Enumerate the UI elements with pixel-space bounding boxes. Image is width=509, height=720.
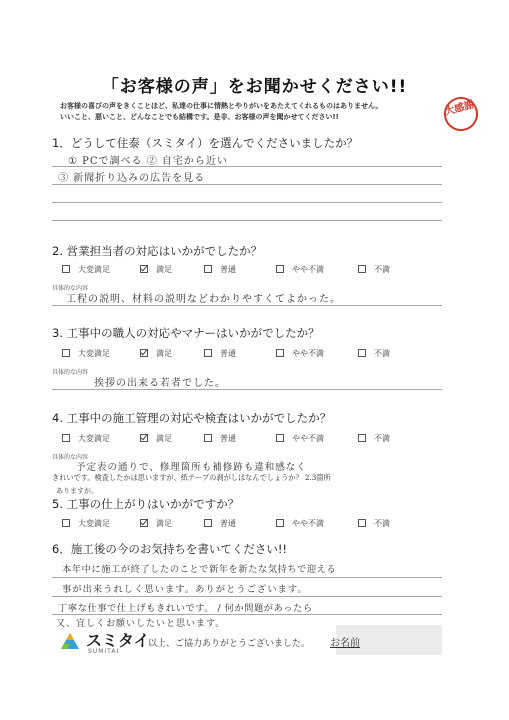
q1-line-4 xyxy=(52,220,442,221)
logo-sub: SUMITAI xyxy=(88,648,120,655)
question-6: 6．施工後の今のお気持ちを書いてください!! xyxy=(52,542,288,556)
checkbox[interactable] xyxy=(204,349,212,357)
q4-option-very-satisfied[interactable]: 大変満足 xyxy=(62,433,110,444)
q5-option-neutral[interactable]: 普通 xyxy=(204,518,236,529)
q3-option-dissatisfied[interactable]: 不満 xyxy=(358,348,390,359)
checkbox-checked[interactable] xyxy=(140,349,148,357)
q1-line-1 xyxy=(52,166,442,167)
question-5: 5. 工事の仕上がりはいかがですか？ xyxy=(52,497,240,511)
q2-option-neutral[interactable]: 普通 xyxy=(204,264,236,275)
q4-answer-line-1: 予定表の通りで、修理箇所も補修跡も違和感なく xyxy=(76,462,307,473)
checkbox-checked[interactable] xyxy=(140,434,148,442)
checkbox[interactable] xyxy=(358,265,366,273)
checkbox[interactable] xyxy=(358,519,366,527)
q3-specific-label: 具体的な内容 xyxy=(52,369,89,376)
checkbox-checked[interactable] xyxy=(140,519,148,527)
checkbox[interactable] xyxy=(204,519,212,527)
q2-option-very-satisfied[interactable]: 大変満足 xyxy=(62,264,110,275)
q4-option-somewhat-dissatisfied[interactable]: やや不満 xyxy=(276,433,324,444)
checkbox[interactable] xyxy=(62,434,70,442)
q6-line-3 xyxy=(52,614,442,615)
question-2: 2. 営業担当者の対応はいかがでしたか？ xyxy=(52,244,263,258)
checkbox[interactable] xyxy=(276,349,284,357)
checkbox[interactable] xyxy=(62,265,70,273)
sumitai-logo-icon xyxy=(60,632,80,650)
q5-option-satisfied[interactable]: 満足 xyxy=(140,518,172,529)
q3-option-neutral[interactable]: 普通 xyxy=(204,348,236,359)
logo-name: スミタイ xyxy=(86,631,150,650)
q2-specific-label: 具体的な内容 xyxy=(52,285,89,292)
q5-option-dissatisfied[interactable]: 不満 xyxy=(358,518,390,529)
intro-line-2: いいこと、悪いこと、どんなことでも結構です。是非、お客様の声を聞かせてください!! xyxy=(60,113,339,121)
thanks-text: 以上、ご協力ありがとうございました。 xyxy=(148,639,311,649)
q2-option-somewhat-dissatisfied[interactable]: やや不満 xyxy=(276,264,324,275)
q3-option-satisfied[interactable]: 満足 xyxy=(140,348,172,359)
q4-option-satisfied[interactable]: 満足 xyxy=(140,433,172,444)
thanks-stamp: 大感謝 xyxy=(440,93,482,135)
checkbox[interactable] xyxy=(276,265,284,273)
q1-answer-line-1: ① PCで調べる ② 自宅から近い xyxy=(68,156,228,167)
q1-line-2 xyxy=(52,184,442,185)
name-label: お名前 xyxy=(330,638,360,649)
q1-line-3 xyxy=(52,202,442,203)
checkbox[interactable] xyxy=(204,265,212,273)
q3-answer: 挨拶の出来る若者でした。 xyxy=(94,378,226,389)
q5-option-somewhat-dissatisfied[interactable]: やや不満 xyxy=(276,518,324,529)
q3-line xyxy=(52,389,442,390)
q6-answer-line-3: 丁寧な仕事で仕上げもきれいです。 / 何か問題があったら xyxy=(58,603,313,614)
q6-line-1 xyxy=(52,577,442,578)
question-1: 1．どうして住泰（スミタイ）を選んでくださいましたか？ xyxy=(52,136,359,150)
q3-option-very-satisfied[interactable]: 大変満足 xyxy=(62,348,110,359)
checkbox[interactable] xyxy=(62,349,70,357)
page-title: 「お客様の声」をお聞かせください!! xyxy=(101,77,408,97)
q4-answer-line-2: きれいです。検査したかは思いますが、紙テープの剥がしはなんでしょうか？ 2.3箇所 xyxy=(52,473,331,482)
checkbox[interactable] xyxy=(358,434,366,442)
q2-option-dissatisfied[interactable]: 不満 xyxy=(358,264,390,275)
q6-answer-line-2: 事が出来うれしく思います。ありがとうございます。 xyxy=(62,584,308,595)
question-4: 4. 工事中の施工管理の対応や検査はいかがでしたか？ xyxy=(52,411,332,425)
q3-option-somewhat-dissatisfied[interactable]: やや不満 xyxy=(276,348,324,359)
q4-option-dissatisfied[interactable]: 不満 xyxy=(358,433,390,444)
q1-answer-line-2: ③ 新聞折り込みの広告を見る xyxy=(58,173,206,184)
intro-line-1: お客様の喜びの声をきくことほど、私達の仕事に情熱とやりがいをあたえてくれるものはありません。 xyxy=(60,102,383,110)
q6-answer-line-1: 本年中に施工が終了したのことで新年を新たな気持ちで迎える xyxy=(62,564,337,575)
q6-line-2 xyxy=(52,596,442,597)
checkbox[interactable] xyxy=(204,434,212,442)
checkbox-checked[interactable] xyxy=(140,265,148,273)
q2-answer: 工程の説明、材料の説明などわかりやすくてよかった。 xyxy=(66,294,341,305)
q6-answer-line-4: 又、宜しくお願いしたいと思います。 xyxy=(56,619,226,629)
question-3: 3. 工事中の職人の対応やマナーはいかがでしたか？ xyxy=(52,326,320,340)
q2-line xyxy=(52,305,442,306)
q4-option-neutral[interactable]: 普通 xyxy=(204,433,236,444)
checkbox[interactable] xyxy=(276,519,284,527)
q4-answer-line-3: ありますが。 xyxy=(56,487,98,495)
checkbox[interactable] xyxy=(62,519,70,527)
q2-option-satisfied[interactable]: 満足 xyxy=(140,264,172,275)
checkbox[interactable] xyxy=(276,434,284,442)
checkbox[interactable] xyxy=(358,349,366,357)
q4-specific-label: 具体的な内容 xyxy=(52,454,89,461)
q5-option-very-satisfied[interactable]: 大変満足 xyxy=(62,518,110,529)
